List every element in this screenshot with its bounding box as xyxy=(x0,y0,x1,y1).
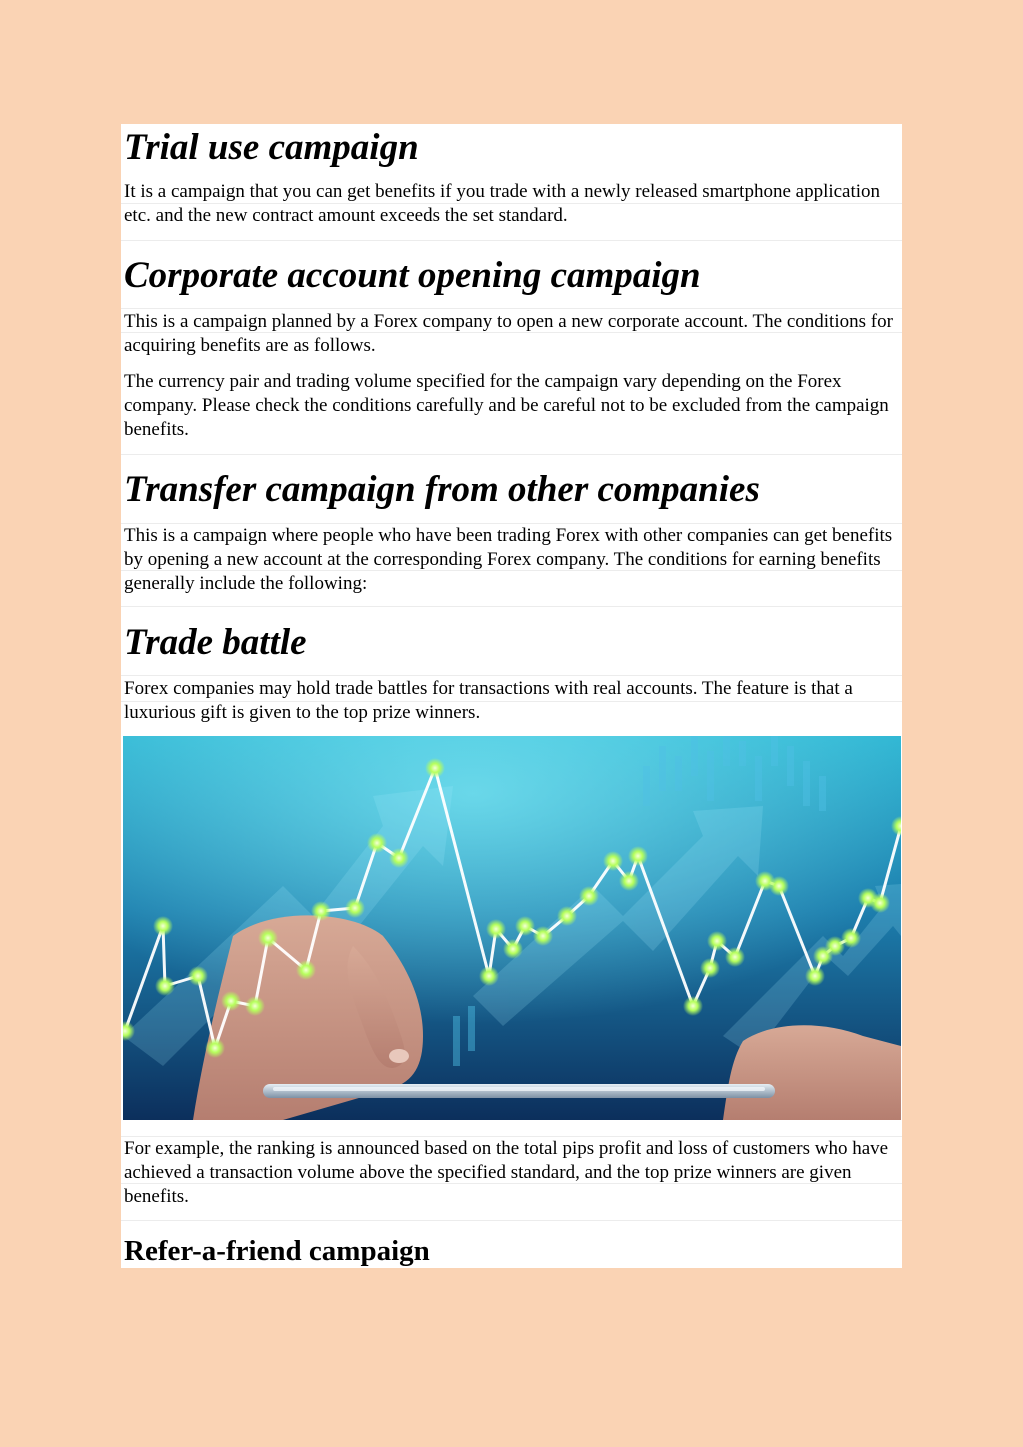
refer-a-friend-heading: Refer-a-friend campaign xyxy=(124,1235,430,1267)
divider xyxy=(121,308,902,309)
right-hand xyxy=(723,1025,901,1120)
divider xyxy=(121,701,902,702)
trade-battle-paragraph-1: Forex companies may hold trade battles for transactions with real accounts. The feature is that a luxurious gift is given to the top prize winners. xyxy=(124,678,853,723)
divider xyxy=(121,240,902,241)
trial-campaign-heading: Trial use campaign xyxy=(124,127,419,168)
transfer-campaign-paragraph: This is a campaign where people who have been trading Forex with other companies can get benefits by opening a new account at the corresponding Forex company. The conditions for earning benefits generally include the following: xyxy=(124,525,893,594)
divider xyxy=(121,203,902,204)
corporate-campaign-paragraph-2: The currency pair and trading volume specified for the campaign vary depending on the Forex company. Please check the conditions carefully and be careful not to be excluded from the campaign benefits. xyxy=(124,371,889,440)
corporate-campaign-paragraph-1: This is a campaign planned by a Forex company to open a new corporate account. The conditions for acquiring benefits are as follows. xyxy=(124,311,893,356)
divider xyxy=(121,1183,902,1184)
corporate-campaign-heading: Corporate account opening campaign xyxy=(124,255,701,296)
trial-campaign-paragraph: It is a campaign that you can get benefits if you trade with a newly released smartphone application etc. and the new contract amount exceeds the set standard. xyxy=(124,181,881,226)
trade-battle-heading: Trade battle xyxy=(124,622,307,663)
divider xyxy=(121,332,902,333)
transfer-campaign-heading: Transfer campaign from other companies xyxy=(124,469,760,510)
divider xyxy=(121,675,902,676)
divider xyxy=(121,454,902,455)
divider xyxy=(121,1220,902,1221)
forex-chart-image xyxy=(123,736,901,1120)
trade-battle-paragraph-2: For example, the ranking is announced based on the total pips profit and loss of customers who have achieved a transaction volume above the specified standard, and the top prize winners are given benefits. xyxy=(124,1138,889,1207)
content-page xyxy=(121,124,902,1268)
divider xyxy=(121,606,902,607)
divider xyxy=(121,570,902,571)
